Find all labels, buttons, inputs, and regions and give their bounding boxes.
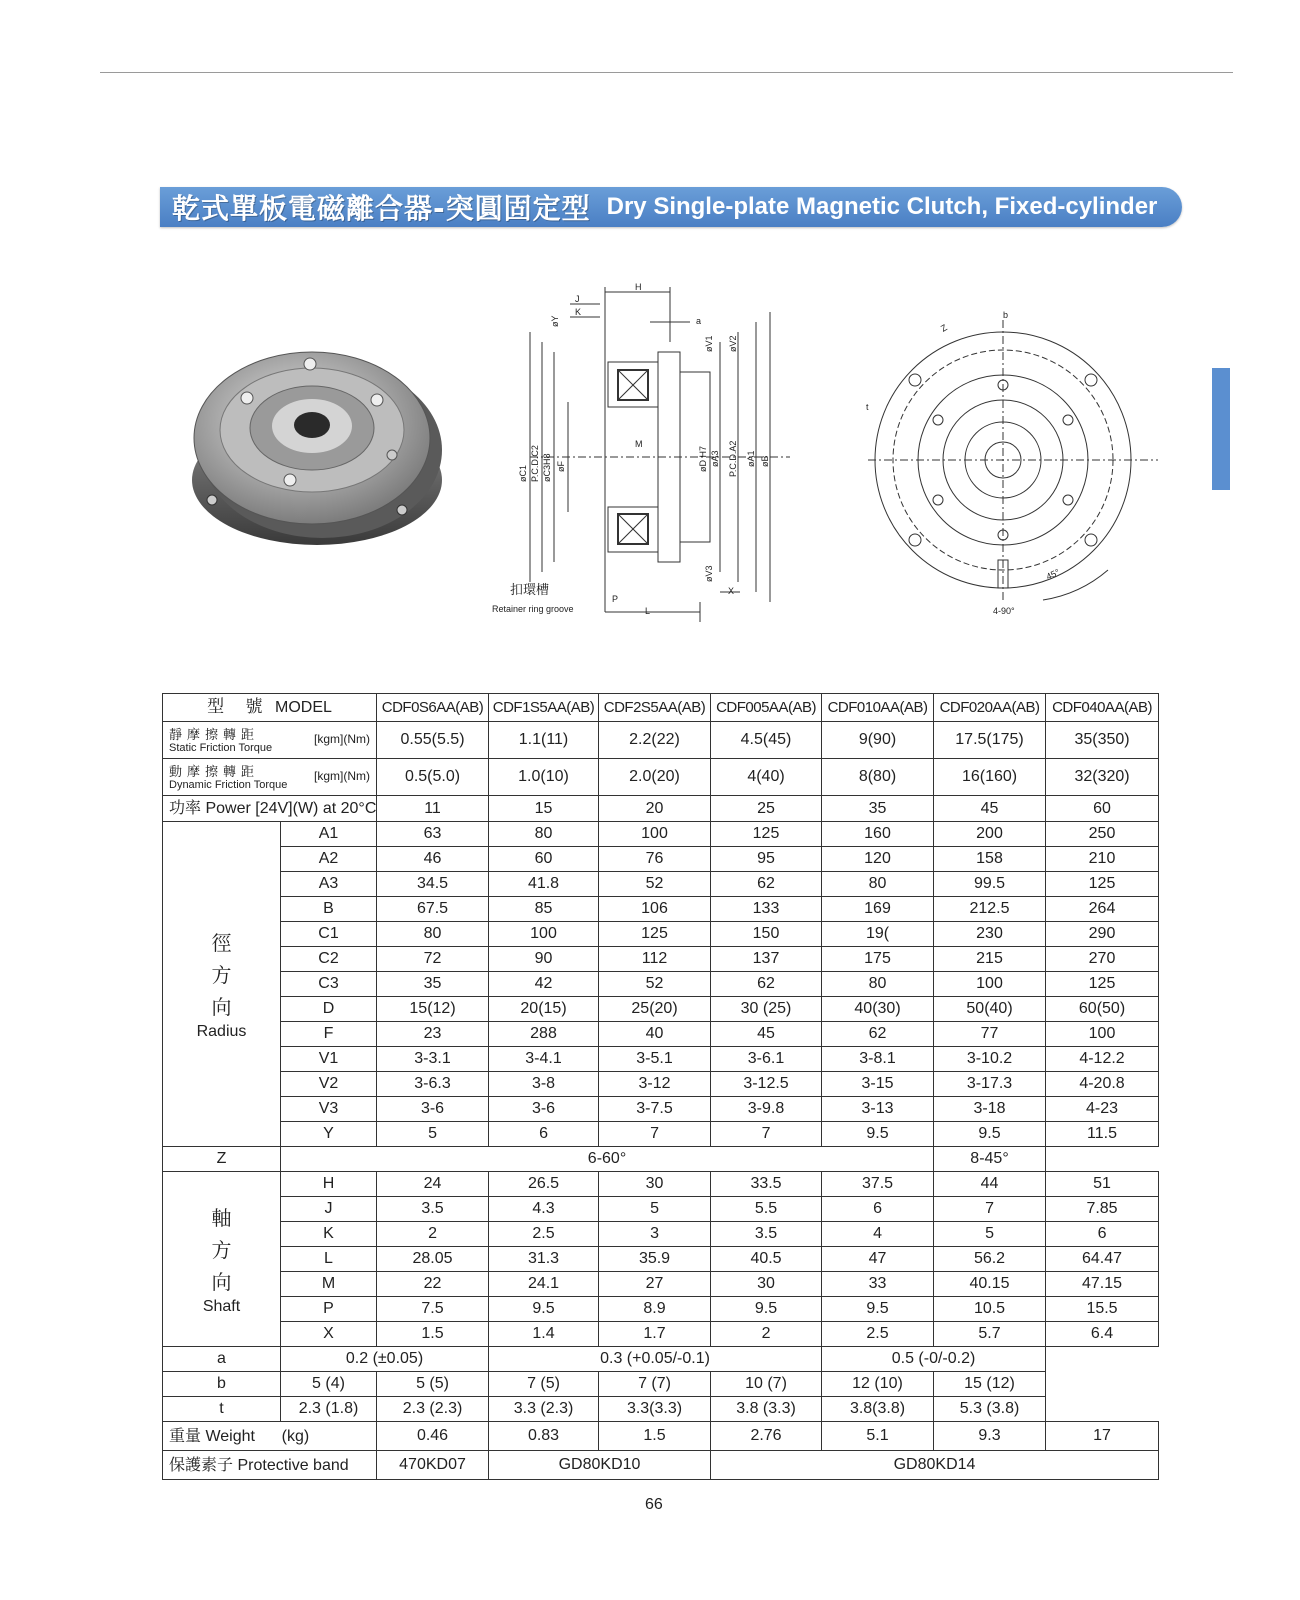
svg-text:øA3: øA3 <box>710 450 720 467</box>
b-val: 10 (7) <box>711 1372 822 1397</box>
radius-value: 125 <box>711 822 822 847</box>
svg-text:øB: øB <box>760 455 770 467</box>
model-5: CDF020AA(AB) <box>934 694 1046 722</box>
dynamic-val: 2.0(20) <box>599 759 711 796</box>
radius-value: 212.5 <box>934 897 1046 922</box>
power-val: 15 <box>489 796 599 822</box>
svg-text:P.C.D.C2: P.C.D.C2 <box>530 445 540 482</box>
shaft-value: 33 <box>822 1272 934 1297</box>
radius-value: 15(12) <box>377 997 489 1022</box>
radius-row <box>163 822 1159 847</box>
svg-text:P: P <box>612 594 619 604</box>
title-banner <box>160 187 1182 227</box>
radius-value: 20(15) <box>489 997 599 1022</box>
radius-value: 63 <box>377 822 489 847</box>
clutch-photo <box>172 330 452 580</box>
b-val: 15 (12) <box>934 1372 1046 1397</box>
radius-value: 112 <box>599 947 711 972</box>
dim-label: C1 <box>281 922 377 947</box>
shaft-value: 3.5 <box>377 1197 489 1222</box>
radius-value: 25(20) <box>599 997 711 1022</box>
radius-value: 215 <box>934 947 1046 972</box>
power-label: 功率 Power [24V](W) at 20°C <box>163 796 377 822</box>
t-val: 3.3(3.3) <box>599 1397 711 1422</box>
dim-label: Y <box>281 1122 377 1147</box>
shaft-value: 37.5 <box>822 1172 934 1197</box>
dim-label: C3 <box>281 972 377 997</box>
b-val: 7 (5) <box>489 1372 599 1397</box>
radius-value: 200 <box>934 822 1046 847</box>
dim-label: B <box>281 897 377 922</box>
radius-value: 76 <box>599 847 711 872</box>
svg-text:H: H <box>635 282 642 292</box>
front-view-diagram <box>868 310 1186 630</box>
shaft-value: 33.5 <box>711 1172 822 1197</box>
static-val: 2.2(22) <box>599 722 711 759</box>
radius-value: 40 <box>599 1022 711 1047</box>
b-val: 7 (7) <box>599 1372 711 1397</box>
dim-label: A1 <box>281 822 377 847</box>
svg-text:P.C.D.A2: P.C.D.A2 <box>728 440 738 477</box>
static-val: 4.5(45) <box>711 722 822 759</box>
radius-row <box>163 947 1159 972</box>
radius-value: 3-12 <box>599 1072 711 1097</box>
svg-text:M: M <box>635 439 643 449</box>
shaft-value: 35.9 <box>599 1247 711 1272</box>
model-6: CDF040AA(AB) <box>1046 694 1159 722</box>
radius-value: 80 <box>377 922 489 947</box>
radius-value: 100 <box>1046 1022 1159 1047</box>
radius-row <box>163 1022 1159 1047</box>
radius-value: 3-4.1 <box>489 1047 599 1072</box>
shaft-row <box>163 1247 1159 1272</box>
model-2: CDF2S5AA(AB) <box>599 694 711 722</box>
weight-val: 0.46 <box>377 1422 489 1451</box>
dim-label: V1 <box>281 1047 377 1072</box>
radius-value: 45 <box>711 1022 822 1047</box>
shaft-value: 8.9 <box>599 1297 711 1322</box>
shaft-value: 4 <box>822 1222 934 1247</box>
static-val: 0.55(5.5) <box>377 722 489 759</box>
radius-value: 62 <box>822 1022 934 1047</box>
dim-label: t <box>163 1397 281 1422</box>
shaft-value: 3.5 <box>711 1222 822 1247</box>
dim-label: L <box>281 1247 377 1272</box>
side-tab <box>1212 368 1230 490</box>
dynamic-torque-row <box>163 759 1159 796</box>
dim-label: V3 <box>281 1097 377 1122</box>
shaft-value: 51 <box>1046 1172 1159 1197</box>
svg-text:Z: Z <box>939 322 949 334</box>
retainer-label-zh: 扣環槽 <box>510 582 550 597</box>
dynamic-val: 16(160) <box>934 759 1046 796</box>
dim-label: K <box>281 1222 377 1247</box>
radius-value: 85 <box>489 897 599 922</box>
radius-value: 3-17.3 <box>934 1072 1046 1097</box>
top-rule <box>100 72 1233 73</box>
b-val: 5 (5) <box>377 1372 489 1397</box>
radius-value: 72 <box>377 947 489 972</box>
dynamic-val: 0.5(5.0) <box>377 759 489 796</box>
svg-text:4-90°: 4-90° <box>993 606 1015 616</box>
power-val: 45 <box>934 796 1046 822</box>
radius-value: 125 <box>599 922 711 947</box>
radius-value: 7 <box>599 1122 711 1147</box>
title-en: Dry Single-plate Magnetic Clutch, Fixed-cylinder <box>606 193 1158 220</box>
radius-value: 19( <box>822 922 934 947</box>
svg-text:t: t <box>866 402 869 412</box>
power-val: 25 <box>711 796 822 822</box>
radius-value: 125 <box>1046 872 1159 897</box>
dim-label: Z <box>163 1147 281 1172</box>
weight-val: 2.76 <box>711 1422 822 1451</box>
shaft-value: 28.05 <box>377 1247 489 1272</box>
shaft-value: 30 <box>711 1272 822 1297</box>
weight-val: 9.3 <box>934 1422 1046 1451</box>
radius-value: 230 <box>934 922 1046 947</box>
weight-val: 17 <box>1046 1422 1159 1451</box>
shaft-value: 24.1 <box>489 1272 599 1297</box>
weight-val: 5.1 <box>822 1422 934 1451</box>
radius-value: 3-8 <box>489 1072 599 1097</box>
svg-text:øF: øF <box>556 461 566 472</box>
radius-value: 42 <box>489 972 599 997</box>
radius-value: 7 <box>711 1122 822 1147</box>
static-val: 9(90) <box>822 722 934 759</box>
b-row <box>163 1372 1159 1397</box>
radius-value: 23 <box>377 1022 489 1047</box>
shaft-value: 24 <box>377 1172 489 1197</box>
radius-row <box>163 847 1159 872</box>
cross-section-diagram <box>490 282 800 627</box>
shaft-value: 40.5 <box>711 1247 822 1272</box>
radius-value: 3-15 <box>822 1072 934 1097</box>
model-1: CDF1S5AA(AB) <box>489 694 599 722</box>
dynamic-val: 32(320) <box>1046 759 1159 796</box>
radius-row <box>163 1072 1159 1097</box>
shaft-row <box>163 1272 1159 1297</box>
static-val: 17.5(175) <box>934 722 1046 759</box>
radius-value: 40(30) <box>822 997 934 1022</box>
dim-label: J <box>281 1197 377 1222</box>
radius-value: 77 <box>934 1022 1046 1047</box>
radius-value: 4-20.8 <box>1046 1072 1159 1097</box>
shaft-row <box>163 1197 1159 1222</box>
radius-value: 5 <box>377 1122 489 1147</box>
shaft-value: 40.15 <box>934 1272 1046 1297</box>
radius-value: 3-6.3 <box>377 1072 489 1097</box>
power-val: 60 <box>1046 796 1159 822</box>
radius-value: 133 <box>711 897 822 922</box>
svg-text:a: a <box>696 316 702 326</box>
svg-text:øY: øY <box>550 315 560 327</box>
shaft-value: 9.5 <box>711 1297 822 1322</box>
radius-value: 9.5 <box>822 1122 934 1147</box>
radius-value: 3-10.2 <box>934 1047 1046 1072</box>
a-val: 0.3 (+0.05/-0.1) <box>489 1347 822 1372</box>
z-row <box>163 1147 1159 1172</box>
radius-value: 169 <box>822 897 934 922</box>
shaft-value: 1.5 <box>377 1322 489 1347</box>
radius-value: 264 <box>1046 897 1159 922</box>
shaft-value: 2.5 <box>489 1222 599 1247</box>
radius-value: 3-3.1 <box>377 1047 489 1072</box>
radius-value: 3-18 <box>934 1097 1046 1122</box>
a-val: 0.5 (-0/-0.2) <box>822 1347 1046 1372</box>
radius-value: 160 <box>822 822 934 847</box>
dynamic-torque-label: 動摩擦轉距 Dynamic Friction Torque [kgm](Nm) <box>163 759 377 796</box>
radius-value: 175 <box>822 947 934 972</box>
static-val: 35(350) <box>1046 722 1159 759</box>
radius-value: 62 <box>711 972 822 997</box>
shaft-value: 2.5 <box>822 1322 934 1347</box>
radius-value: 3-9.8 <box>711 1097 822 1122</box>
model-4: CDF010AA(AB) <box>822 694 934 722</box>
radius-value: 9.5 <box>934 1122 1046 1147</box>
radius-value: 3-6 <box>377 1097 489 1122</box>
dim-label: P <box>281 1297 377 1322</box>
radius-value: 210 <box>1046 847 1159 872</box>
radius-value: 3-8.1 <box>822 1047 934 1072</box>
a-row <box>163 1347 1159 1372</box>
radius-value: 3-13 <box>822 1097 934 1122</box>
radius-value: 290 <box>1046 922 1159 947</box>
radius-value: 106 <box>599 897 711 922</box>
weight-val: 0.83 <box>489 1422 599 1451</box>
radius-value: 60 <box>489 847 599 872</box>
dim-label: C2 <box>281 947 377 972</box>
shaft-value: 2 <box>377 1222 489 1247</box>
shaft-value: 47.15 <box>1046 1272 1159 1297</box>
power-val: 35 <box>822 796 934 822</box>
model-3: CDF005AA(AB) <box>711 694 822 722</box>
weight-label: 重量 Weight (kg) <box>163 1422 377 1451</box>
dynamic-val: 4(40) <box>711 759 822 796</box>
radius-row <box>163 922 1159 947</box>
shaft-value: 47 <box>822 1247 934 1272</box>
dim-label: a <box>163 1347 281 1372</box>
dim-label: A3 <box>281 872 377 897</box>
radius-value: 60(50) <box>1046 997 1159 1022</box>
radius-value: 34.5 <box>377 872 489 897</box>
b-val: 5 (4) <box>281 1372 377 1397</box>
radius-value: 30 (25) <box>711 997 822 1022</box>
shaft-row <box>163 1322 1159 1347</box>
shaft-value: 5 <box>599 1197 711 1222</box>
shaft-value: 26.5 <box>489 1172 599 1197</box>
svg-text:K: K <box>575 307 582 317</box>
shaft-value: 64.47 <box>1046 1247 1159 1272</box>
radius-value: 3-6.1 <box>711 1047 822 1072</box>
t-val: 2.3 (1.8) <box>281 1397 377 1422</box>
shaft-value: 6 <box>822 1197 934 1222</box>
svg-text:X: X <box>728 586 735 596</box>
dim-label: M <box>281 1272 377 1297</box>
shaft-value: 6 <box>1046 1222 1159 1247</box>
radius-value: 3-5.1 <box>599 1047 711 1072</box>
svg-text:øV2: øV2 <box>728 335 738 352</box>
t-val: 2.3 (2.3) <box>377 1397 489 1422</box>
shaft-value: 7 <box>934 1197 1046 1222</box>
radius-row <box>163 1097 1159 1122</box>
radius-value: 125 <box>1046 972 1159 997</box>
z-last: 8-45° <box>934 1147 1046 1172</box>
dim-label: b <box>163 1372 281 1397</box>
dim-label: H <box>281 1172 377 1197</box>
dynamic-val: 8(80) <box>822 759 934 796</box>
svg-text:L: L <box>645 606 651 616</box>
dim-label: F <box>281 1022 377 1047</box>
radius-value: 46 <box>377 847 489 872</box>
model-row <box>163 694 1159 722</box>
t-val: 3.8(3.8) <box>822 1397 934 1422</box>
power-val: 11 <box>377 796 489 822</box>
radius-value: 50(40) <box>934 997 1046 1022</box>
radius-value: 80 <box>822 872 934 897</box>
radius-value: 4-23 <box>1046 1097 1159 1122</box>
shaft-value: 56.2 <box>934 1247 1046 1272</box>
dim-label: V2 <box>281 1072 377 1097</box>
radius-value: 62 <box>711 872 822 897</box>
svg-text:øC1: øC1 <box>518 464 528 482</box>
dim-label: D <box>281 997 377 1022</box>
radius-value: 11.5 <box>1046 1122 1159 1147</box>
radius-row <box>163 997 1159 1022</box>
radius-value: 80 <box>489 822 599 847</box>
shaft-value: 1.4 <box>489 1322 599 1347</box>
band-label: 保護素子 Protective band <box>163 1451 377 1480</box>
band-val: GD80KD10 <box>489 1451 711 1480</box>
shaft-row <box>163 1172 1159 1197</box>
shaft-value: 5.7 <box>934 1322 1046 1347</box>
band-val: 470KD07 <box>377 1451 489 1480</box>
shaft-value: 15.5 <box>1046 1297 1159 1322</box>
shaft-value: 9.5 <box>489 1297 599 1322</box>
static-torque-row <box>163 722 1159 759</box>
radius-value: 100 <box>489 922 599 947</box>
power-row <box>163 796 1159 822</box>
weight-row <box>163 1422 1159 1451</box>
shaft-value: 4.3 <box>489 1197 599 1222</box>
shaft-value: 30 <box>599 1172 711 1197</box>
shaft-value: 6.4 <box>1046 1322 1159 1347</box>
shaft-value: 27 <box>599 1272 711 1297</box>
shaft-value: 1.7 <box>599 1322 711 1347</box>
svg-text:b: b <box>1003 310 1009 320</box>
radius-value: 52 <box>599 972 711 997</box>
shaft-row <box>163 1297 1159 1322</box>
radius-value: 4-12.2 <box>1046 1047 1159 1072</box>
svg-text:øC3H8: øC3H8 <box>542 453 552 482</box>
static-val: 1.1(11) <box>489 722 599 759</box>
radius-value: 52 <box>599 872 711 897</box>
radius-value: 3-6 <box>489 1097 599 1122</box>
radius-value: 90 <box>489 947 599 972</box>
radius-row <box>163 872 1159 897</box>
model-header: 型 號 MODEL <box>163 694 377 722</box>
power-val: 20 <box>599 796 711 822</box>
radius-row <box>163 972 1159 997</box>
radius-value: 100 <box>599 822 711 847</box>
b-val: 12 (10) <box>822 1372 934 1397</box>
t-val: 3.3 (2.3) <box>489 1397 599 1422</box>
shaft-value: 5 <box>934 1222 1046 1247</box>
svg-text:øD H7: øD H7 <box>698 445 708 472</box>
shaft-group-label: 軸 方 向 Shaft <box>163 1172 281 1347</box>
z-merged: 6-60° <box>281 1147 934 1172</box>
dim-label: X <box>281 1322 377 1347</box>
spec-table <box>162 693 1159 1480</box>
title-zh: 乾式單板電磁離合器-突圓固定型 <box>172 192 591 225</box>
radius-value: 250 <box>1046 822 1159 847</box>
shaft-value: 7.85 <box>1046 1197 1159 1222</box>
radius-value: 270 <box>1046 947 1159 972</box>
radius-group-label: 徑 方 向 Radius <box>163 822 281 1147</box>
page-number: 66 <box>645 1496 663 1513</box>
shaft-value: 3 <box>599 1222 711 1247</box>
band-row <box>163 1451 1159 1480</box>
model-0: CDF0S6AA(AB) <box>377 694 489 722</box>
shaft-value: 5.5 <box>711 1197 822 1222</box>
shaft-row <box>163 1222 1159 1247</box>
radius-value: 6 <box>489 1122 599 1147</box>
t-val: 3.8 (3.3) <box>711 1397 822 1422</box>
retainer-label-en: Retainer ring groove <box>492 604 574 614</box>
radius-value: 288 <box>489 1022 599 1047</box>
radius-value: 67.5 <box>377 897 489 922</box>
weight-val: 1.5 <box>599 1422 711 1451</box>
static-torque-label: 靜摩擦轉距 Static Friction Torque [kgm](Nm) <box>163 722 377 759</box>
svg-text:øV1: øV1 <box>704 335 714 352</box>
radius-value: 80 <box>822 972 934 997</box>
dim-label: A2 <box>281 847 377 872</box>
radius-row <box>163 1047 1159 1072</box>
shaft-value: 2 <box>711 1322 822 1347</box>
a-val: 0.2 (±0.05) <box>281 1347 489 1372</box>
band-val: GD80KD14 <box>711 1451 1159 1480</box>
radius-value: 3-12.5 <box>711 1072 822 1097</box>
dynamic-val: 1.0(10) <box>489 759 599 796</box>
radius-row <box>163 897 1159 922</box>
shaft-value: 31.3 <box>489 1247 599 1272</box>
radius-value: 41.8 <box>489 872 599 897</box>
t-val: 5.3 (3.8) <box>934 1397 1046 1422</box>
radius-value: 137 <box>711 947 822 972</box>
radius-value: 120 <box>822 847 934 872</box>
svg-text:45°: 45° <box>1044 566 1062 582</box>
shaft-value: 10.5 <box>934 1297 1046 1322</box>
shaft-value: 44 <box>934 1172 1046 1197</box>
shaft-value: 9.5 <box>822 1297 934 1322</box>
shaft-value: 7.5 <box>377 1297 489 1322</box>
svg-text:øA1: øA1 <box>746 450 756 467</box>
radius-row <box>163 1122 1159 1147</box>
svg-text:J: J <box>575 294 580 304</box>
radius-value: 3-7.5 <box>599 1097 711 1122</box>
radius-value: 100 <box>934 972 1046 997</box>
radius-value: 99.5 <box>934 872 1046 897</box>
t-row <box>163 1397 1159 1422</box>
shaft-value: 22 <box>377 1272 489 1297</box>
radius-value: 35 <box>377 972 489 997</box>
radius-value: 158 <box>934 847 1046 872</box>
radius-value: 95 <box>711 847 822 872</box>
radius-value: 150 <box>711 922 822 947</box>
svg-text:øV3: øV3 <box>704 565 714 582</box>
